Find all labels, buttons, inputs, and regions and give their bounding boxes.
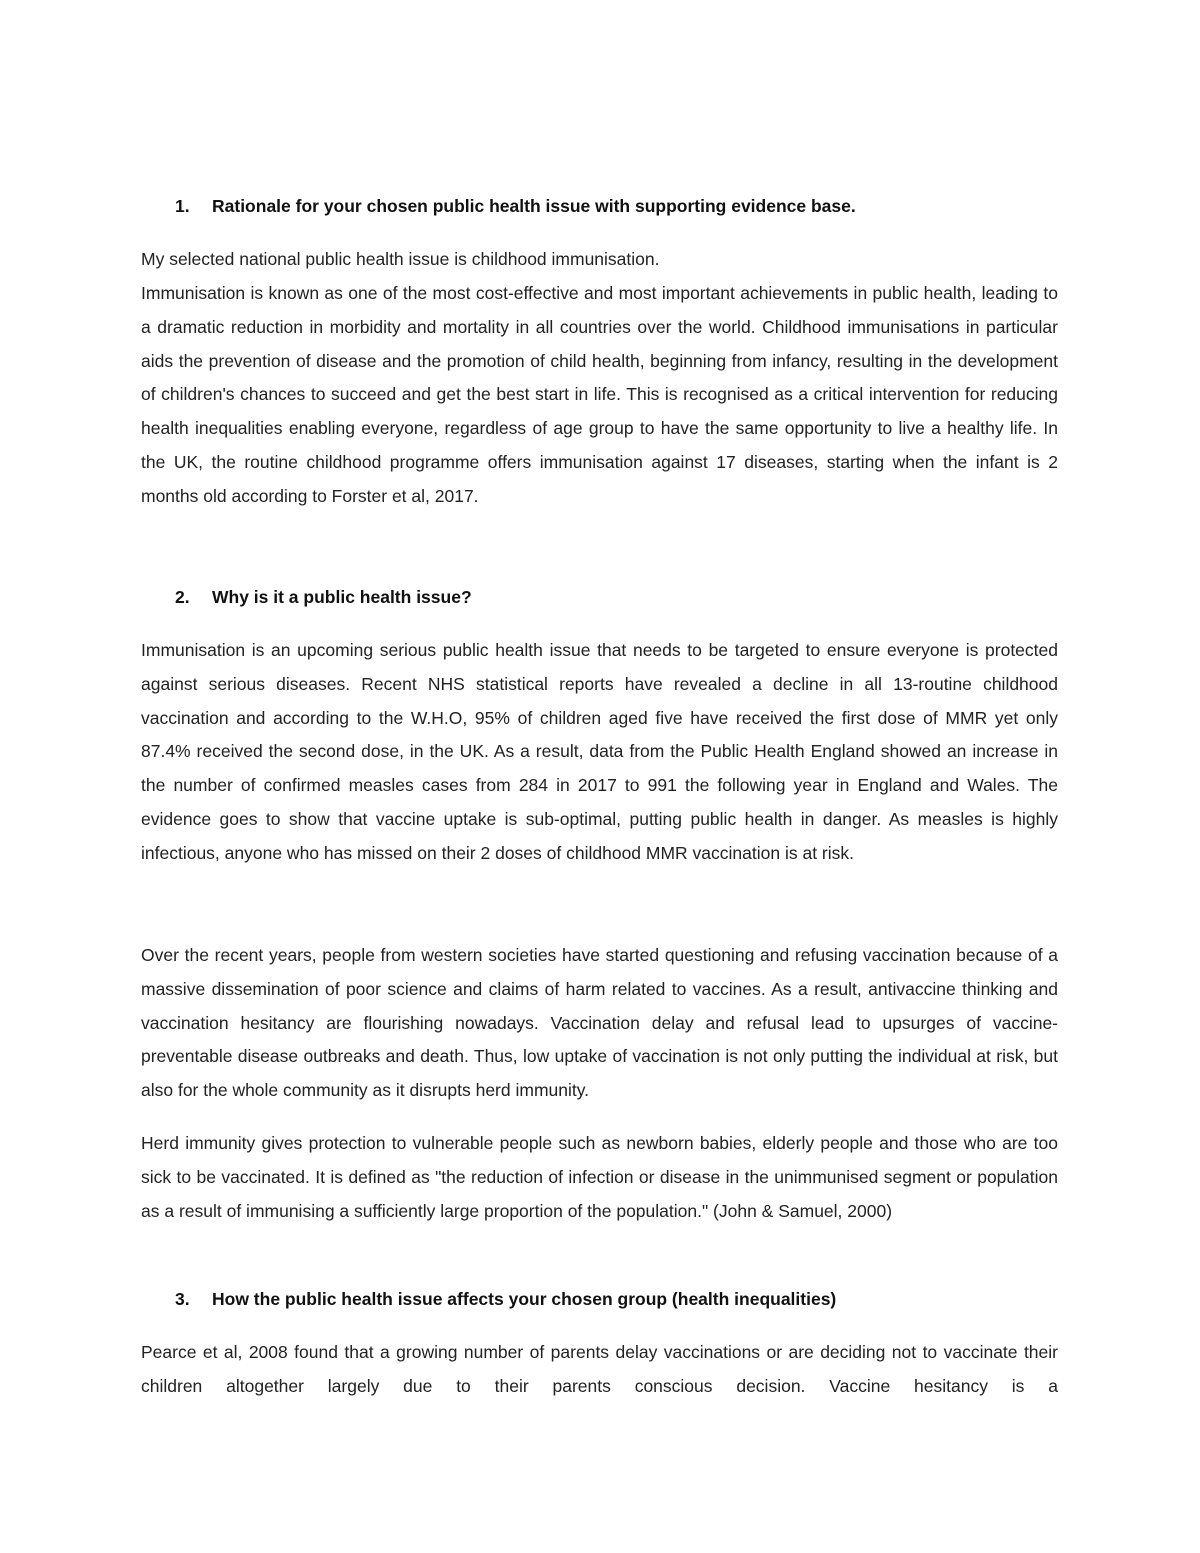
section-2-number: 2.: [175, 587, 190, 607]
section-2-paragraph-1: Immunisation is an upcoming serious public health issue that needs to be targeted to ensure everyone is protected against serious diseases. Recent NHS statistical reports have revealed a decline in all 13-routine childhood vaccination and according to the W.H.O, 95% of children aged five have received the first dose of MMR yet only 87.4% received the second dose, in the UK. As a result, data from the Public Health England showed an increase in the number of confirmed measles cases from 284 in 2017 to 991 the following year in England and Wales. The evidence goes to show that vaccine uptake is sub-optimal, putting public health in danger. As measles is highly infectious, anyone who has missed on their 2 doses of childhood MMR vaccination is at risk.: [141, 640, 1058, 863]
section-3-title: How the public health issue affects your chosen group (health inequalities): [212, 1289, 837, 1309]
section-2-title: Why is it a public health issue?: [212, 587, 472, 607]
section-2-heading: [175, 587, 472, 608]
section-2-paragraph-2: Over the recent years, people from western societies have started questioning and refusing vaccination because of a massive dissemination of poor science and claims of harm related to vaccines. As a result, antivaccine thinking and vaccination hesitancy are flourishing nowadays. Vaccination delay and refusal lead to upsurges of vaccine-preventable disease outbreaks and death. Thus, low uptake of vaccination is not only putting the individual at risk, but also for the whole community as it disrupts herd immunity.: [141, 945, 1058, 1101]
section-1-intro: My selected national public health issue is childhood immunisation.: [141, 249, 660, 269]
section-3-heading: [175, 1289, 836, 1310]
section-1-heading: [175, 196, 856, 217]
section-1-paragraph-1: Immunisation is known as one of the most cost-effective and most important achievements in public health, leading to a dramatic reduction in morbidity and mortality in all countries over the world. Childhood immunisations in particular aids the prevention of disease and the promotion of child health, beginning from infancy, resulting in the development of children's chances to succeed and get the best start in life. This is recognised as a critical intervention for reducing health inequalities enabling everyone, regardless of age group to have the same opportunity to live a healthy life. In the UK, the routine childhood programme offers immunisation against 17 diseases, starting when the infant is 2 months old according to Forster et al, 2017.: [141, 283, 1058, 506]
section-1-number: 1.: [175, 196, 190, 216]
document-page: [141, 0, 1058, 1553]
section-3-paragraph-1: Pearce et al, 2008 found that a growing number of parents delay vaccinations or are deciding not to vaccinate their children altogether largely due to their parents conscious decision. Vaccine hesitancy is a: [141, 1342, 1058, 1396]
section-3-number: 3.: [175, 1289, 190, 1309]
section-1-title: Rationale for your chosen public health issue with supporting evidence base.: [212, 196, 856, 216]
section-2-paragraph-3: Herd immunity gives protection to vulnerable people such as newborn babies, elderly people and those who are too sick to be vaccinated. It is defined as "the reduction of infection or disease in the unimmunised segment or population as a result of immunising a sufficiently large proportion of the population." (John & Samuel, 2000): [141, 1133, 1058, 1221]
